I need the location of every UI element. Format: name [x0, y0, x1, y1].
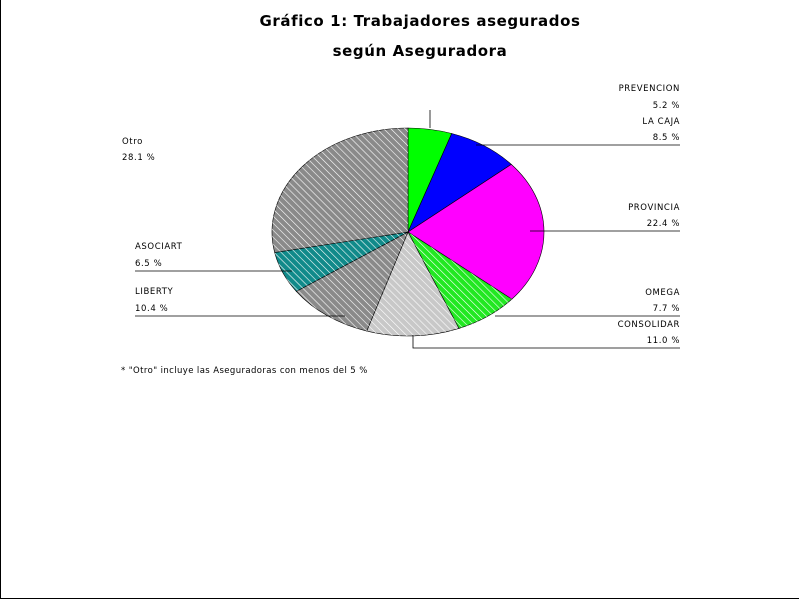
- chart-title-line-1: Gráfico 1: Trabajadores asegurados: [259, 12, 581, 30]
- chart-title-line-2: según Aseguradora: [332, 42, 508, 60]
- slice-label-prevencion: PREVENCION: [618, 84, 680, 94]
- slice-value-provincia: 22.4 %: [646, 219, 680, 229]
- slice-value-la-caja: 8.5 %: [652, 133, 680, 143]
- footnote: * "Otro" incluye las Aseguradoras con menos del 5 %: [121, 366, 368, 376]
- slice-label-la-caja: LA CAJA: [642, 117, 680, 127]
- slice-value-consolidar: 11.0 %: [646, 336, 680, 346]
- slice-label-asociart: ASOCIART: [135, 242, 183, 252]
- slice-value-otro: 28.1 %: [122, 153, 156, 163]
- slice-label-otro: Otro: [122, 137, 143, 147]
- slice-value-omega: 7.7 %: [652, 304, 680, 314]
- slice-label-liberty: LIBERTY: [135, 287, 174, 297]
- slice-value-asociart: 6.5 %: [135, 259, 163, 269]
- slice-label-consolidar: CONSOLIDAR: [617, 320, 680, 330]
- slice-label-provincia: PROVINCIA: [628, 203, 680, 213]
- slice-value-liberty: 10.4 %: [135, 304, 169, 314]
- slice-label-omega: OMEGA: [645, 288, 680, 298]
- pie-slice-hatch-otro: [272, 128, 408, 252]
- leader-line-consolidar: [413, 335, 680, 348]
- slice-value-prevencion: 5.2 %: [652, 101, 680, 111]
